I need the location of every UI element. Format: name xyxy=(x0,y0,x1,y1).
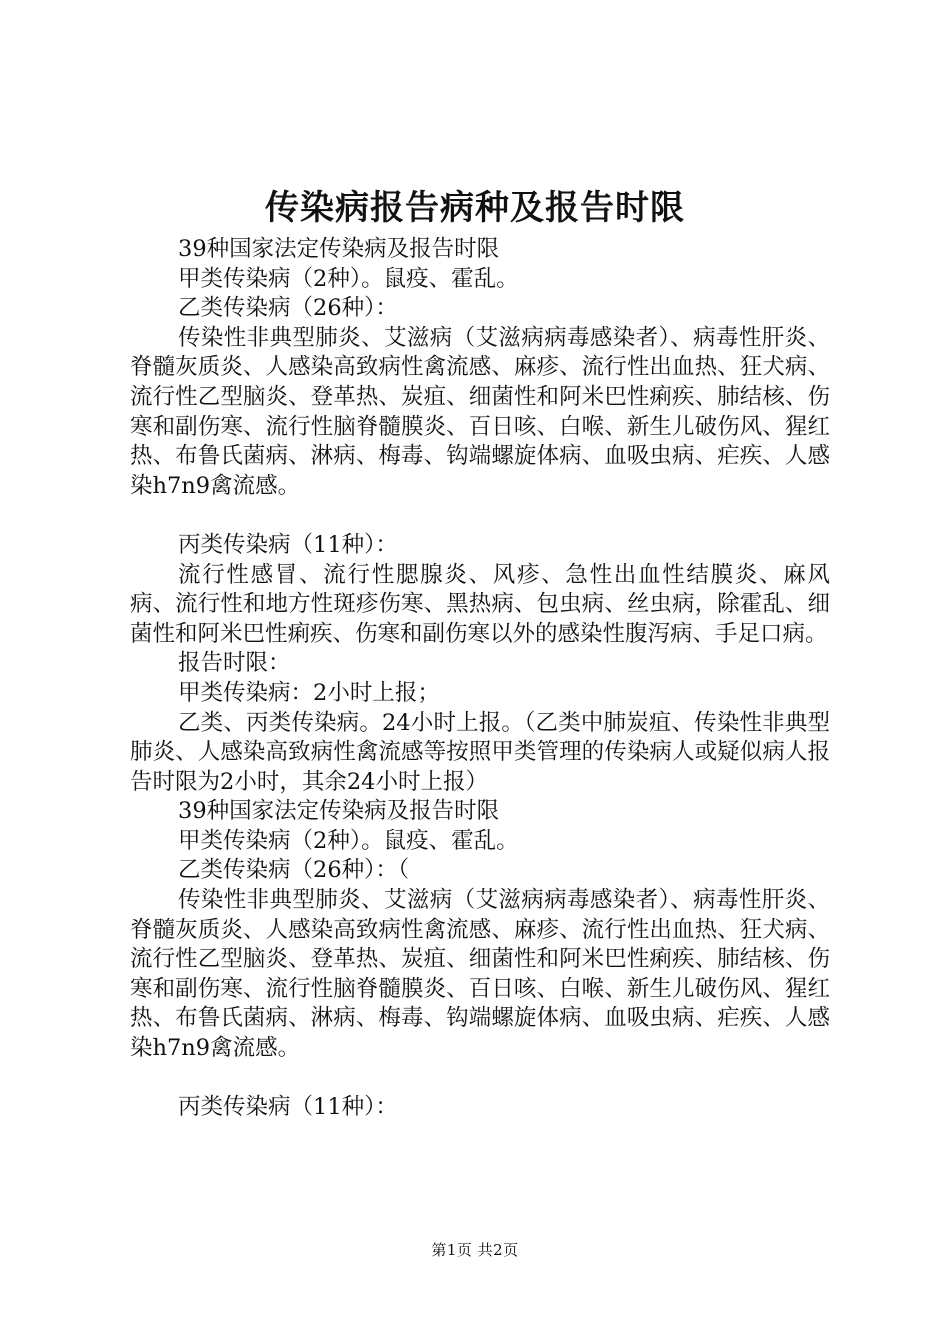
paragraph-gap xyxy=(130,501,830,531)
class-a-limit-line: 甲类传染病：2小时上报； xyxy=(178,679,440,706)
section-heading: 39种国家法定传染病及报告时限 xyxy=(178,236,500,262)
page-footer: 第1页 共2页 xyxy=(431,1241,519,1259)
class-b-list: 传染性非典型肺炎、艾滋病（艾滋病病毒感染者）、病毒性肝炎、脊髓灰质炎、人感染高致病性禽流感、麻疹、流行性出血热、狂犬病、流行性乙型脑炎、登革热、炭疽、细菌性和阿米巴性痢疾、肺结核、伤寒和副伤寒、流行性脑脊髓膜炎、百日咳、白喉、新生儿破伤风、猩红热、布鲁氏菌病、淋病、梅毒、钩端螺旋体病、血吸虫病、疟疾、人感染h7n9禽流感。 xyxy=(130,324,830,499)
class-c-heading-repeat: 丙类传染病（11种）： xyxy=(178,1094,398,1121)
document-title: 传染病报告病种及报告时限 xyxy=(265,188,685,228)
class-a-line: 甲类传染病（2种）。鼠疫、霍乱。 xyxy=(178,265,519,292)
class-b-list-repeat: 传染性非典型肺炎、艾滋病（艾滋病病毒感染者）、病毒性肝炎、脊髓灰质炎、人感染高致病性禽流感、麻疹、流行性出血热、狂犬病、流行性乙型脑炎、登革热、炭疽、细菌性和阿米巴性痢疾、肺结核、伤寒和副伤寒、流行性脑脊髓膜炎、百日咳、白喉、新生儿破伤风、猩红热、布鲁氏菌病、淋病、梅毒、钩端螺旋体病、血吸虫病、疟疾、人感染h7n9禽流感。 xyxy=(130,887,830,1062)
class-bc-limit-paragraph: 乙类、丙类传染病。24小时上报。（乙类中肺炭疽、传染性非典型肺炎、人感染高致病性禽流感等按照甲类管理的传染病人或疑似病人报告时限为2小时，其余24小时上报） xyxy=(130,709,830,795)
class-b-heading: 乙类传染病（26种）： xyxy=(178,295,398,322)
document-body xyxy=(130,235,830,1123)
class-c-list: 流行性感冒、流行性腮腺炎、风疹、急性出血性结膜炎、麻风病、流行性和地方性斑疹伤寒、黑热病、包虫病、丝虫病，除霍乱、细菌性和阿米巴性痢疾、伤寒和副伤寒以外的感染性腹泻病、手足口病。 xyxy=(130,561,830,647)
class-b-heading-repeat: 乙类传染病（26种）：（ xyxy=(178,857,410,884)
report-limit-heading: 报告时限： xyxy=(178,650,291,677)
class-c-heading: 丙类传染病（11种）： xyxy=(178,531,398,558)
paragraph-gap xyxy=(130,1064,830,1094)
class-a-line-repeat: 甲类传染病（2种）。鼠疫、霍乱。 xyxy=(178,827,519,854)
section-heading-repeat: 39种国家法定传染病及报告时限 xyxy=(178,798,500,825)
